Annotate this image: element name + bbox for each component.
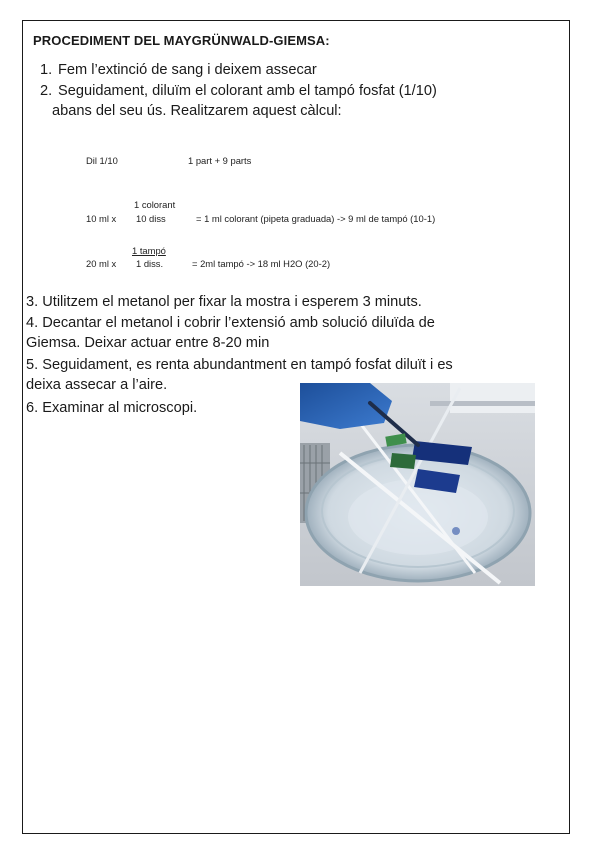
step-3: 3. Utilitzem el metanol per fixar la mostra i esperem 3 minuts. (26, 294, 422, 310)
calc-row3-lhs: 20 ml x (86, 258, 117, 269)
calc-dilution-value: 1 part + 9 parts (188, 155, 252, 166)
step-2-continuation: abans del seu ús. Realitzarem aquest càlcul: (52, 103, 342, 119)
step-2 (40, 81, 437, 101)
calc-row2-numerator: 1 colorant (134, 199, 176, 210)
step-4-line-2: Giemsa. Deixar actuar entre 8-20 min (26, 335, 270, 351)
calc-row2-denominator: 10 diss (136, 213, 166, 224)
step-2-text: Seguidament, diluïm el colorant amb el tampó fosfat (1/10) (58, 83, 437, 99)
calc-row2-lhs: 10 ml x (86, 213, 117, 224)
calc-row2-result: = 1 ml colorant (pipeta graduada) -> 9 ml de tampó (10-1) (196, 213, 436, 224)
calc-row3-numerator: 1 tampó (132, 245, 166, 256)
step-6: 6. Examinar al microscopi. (26, 400, 198, 416)
step-1 (40, 60, 317, 80)
step-2-number: 2. (40, 83, 53, 99)
calc-dilution-label: Dil 1/10 (86, 155, 118, 166)
step-1-text: Fem l’extinció de sang i deixem assecar (58, 62, 317, 78)
step-5-line-2: deixa assecar a l’aire. (26, 377, 168, 393)
staining-photo (300, 383, 535, 586)
page-title: PROCEDIMENT DEL MAYGRÜNWALD-GIEMSA: (33, 33, 330, 48)
calc-row3-denominator: 1 diss. (136, 258, 164, 269)
step-1-number: 1. (40, 62, 53, 78)
step-4-line-1: 4. Decantar el metanol i cobrir l’extensió amb solució diluïda de (26, 315, 435, 331)
step-5-line-1: 5. Seguidament, es renta abundantment en tampó fosfat diluït i es (26, 357, 453, 373)
calc-row3-result: = 2ml tampó -> 18 ml H2O (20-2) (192, 258, 331, 269)
